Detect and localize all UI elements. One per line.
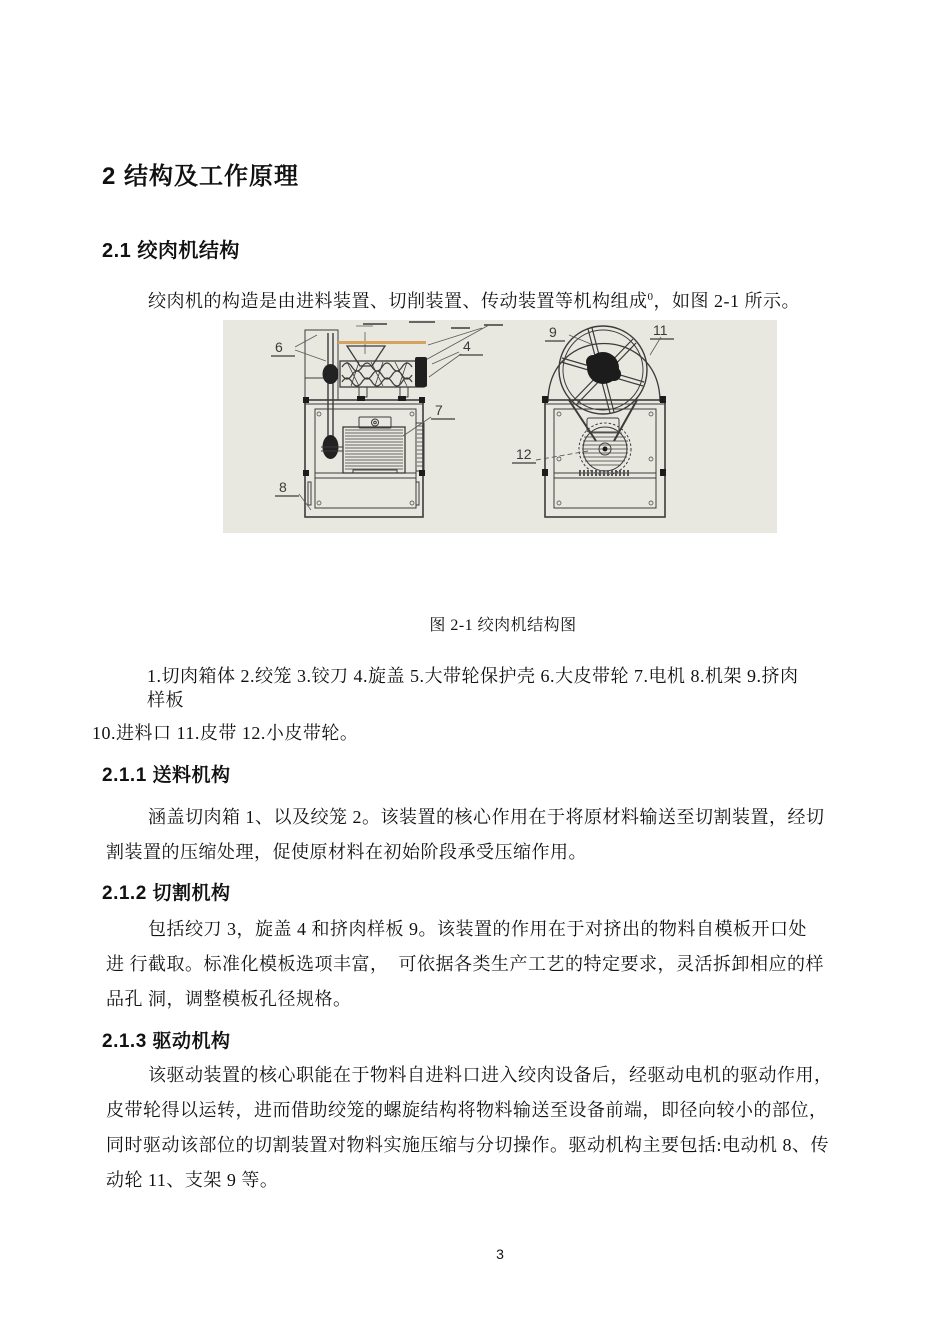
- figure-caption: 图 2-1 绞肉机结构图: [429, 617, 577, 634]
- intro-line: [106, 280, 846, 315]
- body-line: 涵盖切肉箱 1、以及绞笼 2。该装置的核心作用在于将原材料输送至切割装置，经切: [148, 807, 825, 827]
- section-heading-2-1-2: 2.1.2 切割机构: [102, 883, 231, 904]
- body-line: 皮带轮得以运转，进而借助绞笼的螺旋结构将物料输送至设备前端，即径向较小的部位，: [106, 1100, 828, 1120]
- figure-2-1-image: [223, 320, 777, 533]
- figure-label-7: 7: [435, 402, 443, 418]
- figure-label-6: 6: [275, 339, 283, 355]
- figure-drawing: [223, 320, 777, 533]
- parts-list-line-10-12: 10.进料口 11.皮带 12.小皮带轮。: [92, 723, 359, 743]
- body-line: 包括绞刀 3，旋盖 4 和挤肉样板 9。该装置的作用在于对挤出的物料自模板开口处: [148, 919, 807, 939]
- parts-list-line: 1.切肉箱体 2.绞笼 3.铰刀 4.旋盖 5.大带轮保护壳 6.大皮带轮 7.电机 8.机架 9.挤肉: [147, 666, 799, 686]
- parts-list-line: 样板: [147, 690, 184, 710]
- body-line: 该驱动装置的核心职能在于物料自进料口进入绞肉设备后，经驱动电机的驱动作用，: [148, 1065, 833, 1085]
- body-line: 同时驱动该部位的切割装置对物料实施压缩与分切操作。驱动机构主要包括:电动机 8、传: [106, 1135, 829, 1155]
- figure-label-4: 4: [463, 338, 471, 354]
- body-line: 品孔 洞，调整模板孔径规格。: [106, 989, 352, 1009]
- section-heading-2-1-3: 2.1.3 驱动机构: [102, 1031, 231, 1052]
- chapter-heading: 2 结构及工作原理: [102, 163, 300, 190]
- figure-label-8: 8: [279, 479, 287, 495]
- figure-label-12: 12: [516, 446, 532, 462]
- body-line: 动轮 11、支架 9 等。: [106, 1170, 279, 1190]
- cutting-paragraph: [106, 912, 846, 1017]
- feeding-paragraph: [106, 800, 846, 870]
- page-number: 3: [496, 1246, 504, 1262]
- body-line: 进 行截取。标准化模板选项丰富， 可依据各类生产工艺的特定要求，灵活拆卸相应的样: [106, 954, 824, 974]
- section-heading-2-1-1: 2.1.1 送料机构: [102, 765, 231, 786]
- body-line: 割装置的压缩处理，促使原材料在初始阶段承受压缩作用。: [106, 842, 587, 862]
- figure-label-9: 9: [549, 324, 557, 340]
- figure-label-11: 11: [653, 322, 668, 338]
- footnote-superscript: 0: [647, 291, 654, 303]
- intro-paragraph: [106, 280, 846, 315]
- driving-paragraph: [106, 1058, 846, 1198]
- intro-text: 绞肉机的构造是由进料装置、切削装置、传动装置等机构组成: [148, 291, 648, 311]
- intro-text-tail: ，如图 2-1 所示。: [653, 291, 800, 311]
- section-heading-2-1: 2.1 绞肉机结构: [102, 240, 240, 262]
- parts-list: [106, 664, 850, 712]
